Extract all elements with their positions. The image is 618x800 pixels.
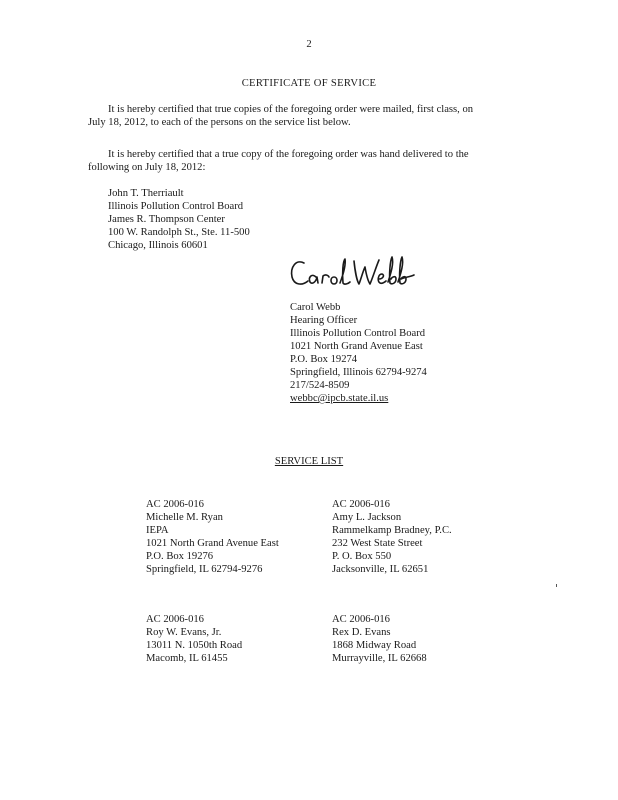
- signer-line: 217/524-8509: [290, 380, 350, 391]
- hand-paragraph-line-2: following on July 18, 2012:: [88, 162, 206, 173]
- service-entry-line: AC 2006-016: [146, 499, 204, 510]
- page-number: 2: [306, 39, 312, 50]
- service-entry-line: Rex D. Evans: [332, 627, 391, 638]
- service-entry-line: Jacksonville, IL 62651: [332, 564, 429, 575]
- service-entry-line: 1021 North Grand Avenue East: [146, 538, 279, 549]
- scan-artifact-mark: [556, 584, 557, 587]
- signer-line: Hearing Officer: [290, 315, 358, 326]
- service-list-entry: [332, 613, 427, 665]
- service-entry-line: AC 2006-016: [146, 614, 204, 625]
- certificate-title: CERTIFICATE OF SERVICE: [241, 78, 377, 89]
- service-entry-line: Rammelkamp Bradney, P.C.: [332, 525, 452, 536]
- service-entry-line: Amy L. Jackson: [332, 512, 402, 523]
- service-entry-line: IEPA: [146, 525, 169, 536]
- service-entry-line: P.O. Box 19276: [146, 551, 214, 562]
- service-entry-line: 1868 Midway Road: [332, 640, 417, 651]
- recipient-line: Chicago, Illinois 60601: [108, 240, 208, 251]
- service-entry-line: AC 2006-016: [332, 499, 390, 510]
- service-entry-line: 232 West State Street: [332, 538, 423, 549]
- service-entry-line: Roy W. Evans, Jr.: [146, 627, 222, 638]
- signer-line: P.O. Box 19274: [290, 354, 358, 365]
- recipient-line: Illinois Pollution Control Board: [108, 201, 244, 212]
- signer-email-link[interactable]: webbc@ipcb.state.il.us: [290, 393, 389, 404]
- service-list-entry: [332, 498, 452, 576]
- service-entry-line: Macomb, IL 61455: [146, 653, 228, 664]
- service-entry-line: 13011 N. 1050th Road: [146, 640, 243, 651]
- hand-delivery-certification-paragraph: [88, 148, 538, 174]
- hand-paragraph-line-1: It is hereby certified that a true copy of the foregoing order was hand delivered to the: [108, 149, 469, 160]
- signer-line: Carol Webb: [290, 302, 341, 313]
- recipient-line: James R. Thompson Center: [108, 214, 225, 225]
- signer-line: Springfield, Illinois 62794-9274: [290, 367, 427, 378]
- service-entry-line: Michelle M. Ryan: [146, 512, 223, 523]
- mailed-certification-paragraph: [88, 103, 538, 129]
- signer-contact-block: [290, 301, 427, 405]
- signer-line: 1021 North Grand Avenue East: [290, 341, 423, 352]
- service-list-entry: [146, 498, 279, 576]
- mailed-paragraph-line-1: It is hereby certified that true copies of the foregoing order were mailed, first class, on: [108, 104, 474, 115]
- hand-delivery-recipient-address: [108, 187, 250, 252]
- service-entry-line: P. O. Box 550: [332, 551, 392, 562]
- service-list-heading: SERVICE LIST: [274, 456, 344, 467]
- service-entry-line: Murrayville, IL 62668: [332, 653, 427, 664]
- recipient-line: John T. Therriault: [108, 188, 184, 199]
- service-entry-line: Springfield, IL 62794-9276: [146, 564, 263, 575]
- handwritten-signature: [288, 253, 418, 295]
- mailed-paragraph-line-2: July 18, 2012, to each of the persons on the service list below.: [88, 117, 351, 128]
- service-entry-line: AC 2006-016: [332, 614, 390, 625]
- recipient-line: 100 W. Randolph St., Ste. 11-500: [108, 227, 250, 238]
- signer-line: Illinois Pollution Control Board: [290, 328, 426, 339]
- service-list-entry: [146, 613, 242, 665]
